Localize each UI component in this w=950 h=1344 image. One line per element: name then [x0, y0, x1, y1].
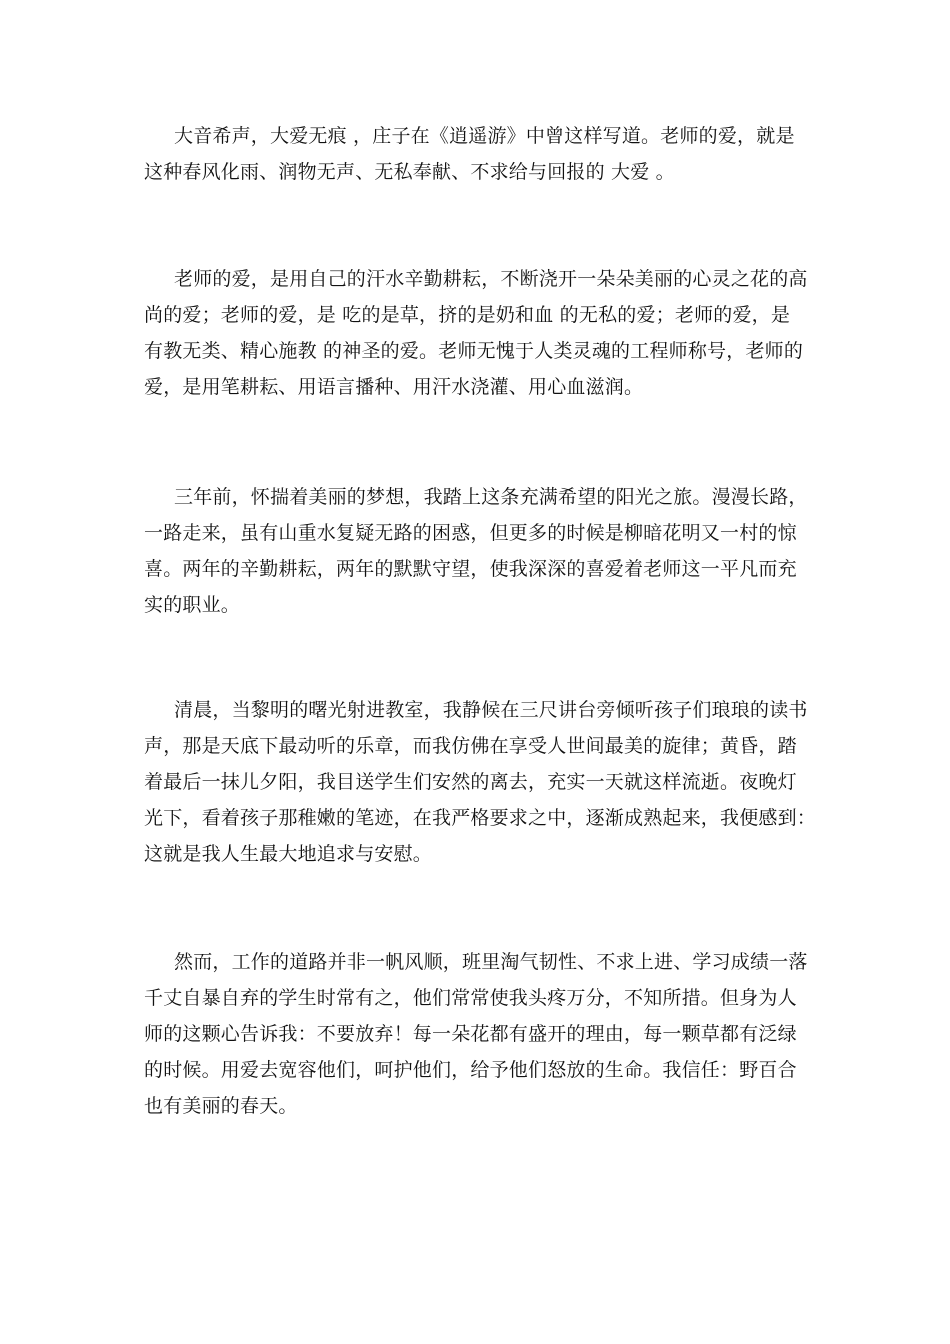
paragraph-line: 大音希声，大爱无痕 ，庄子在《逍遥游》中曾这样写道。老师的爱，就是	[174, 125, 795, 147]
paragraph-line: 着最后一抹儿夕阳，我目送学生们安然的离去，充实一天就这样流逝。夜晚灯	[144, 771, 797, 793]
paragraph	[144, 118, 808, 190]
paragraph-line: 光下，看着孩子那稚嫩的笔迹，在我严格要求之中，逐渐成熟起来，我便感到：	[144, 807, 817, 829]
paragraph-line: 一路走来，虽有山重水复疑无路的困惑，但更多的时候是柳暗花明又一村的惊	[144, 522, 797, 544]
paragraph-line: 声，那是天底下最动听的乐章，而我仿佛在享受人世间最美的旋律；黄昏，踏	[144, 735, 797, 757]
paragraph-line: 实的职业。	[144, 594, 241, 616]
paragraph-line: 的时候。用爱去宽容他们，呵护他们，给予他们怒放的生命。我信任：野百合	[144, 1059, 797, 1081]
paragraph	[144, 944, 808, 1124]
paragraph-line: 这就是我人生最大地追求与安慰。	[144, 843, 433, 865]
paragraph	[144, 261, 808, 405]
paragraph	[144, 479, 808, 623]
paragraph-line: 三年前，怀揣着美丽的梦想，我踏上这条充满希望的阳光之旅。漫漫长路，	[174, 486, 808, 508]
paragraph-line: 也有美丽的春天。	[144, 1095, 298, 1117]
paragraph-line: 清晨，当黎明的曙光射进教室，我静候在三尺讲台旁倾听孩子们琅琅的读书	[174, 699, 808, 721]
paragraph-line: 尚的爱；老师的爱，是 吃的是草，挤的是奶和血 的无私的爱；老师的爱，是	[144, 304, 791, 326]
paragraph-line: 然而，工作的道路并非一帆风顺，班里淘气韧性、不求上进、学习成绩一落	[174, 951, 808, 973]
paragraph-line: 师的这颗心告诉我：不要放弃！每一朵花都有盛开的理由，每一颗草都有泛绿	[144, 1023, 797, 1045]
paragraph-line: 老师的爱，是用自己的汗水辛勤耕耘，不断浇开一朵朵美丽的心灵之花的高	[174, 268, 808, 290]
paragraph-line: 喜。两年的辛勤耕耘，两年的默默守望，使我深深的喜爱着老师这一平凡而充	[144, 558, 797, 580]
paragraph	[144, 692, 817, 872]
paragraph-line: 千丈自暴自弃的学生时常有之，他们常常使我头疼万分，不知所措。但身为人	[144, 987, 797, 1009]
paragraph-line: 这种春风化雨、润物无声、无私奉献、不求给与回报的 大爱 。	[144, 161, 675, 183]
paragraph-line: 有教无类、精心施教 的神圣的爱。老师无愧于人类灵魂的工程师称号，老师的	[144, 340, 804, 362]
paragraph-line: 爱，是用笔耕耘、用语言播种、用汗水浇灌、用心血滋润。	[144, 376, 644, 398]
